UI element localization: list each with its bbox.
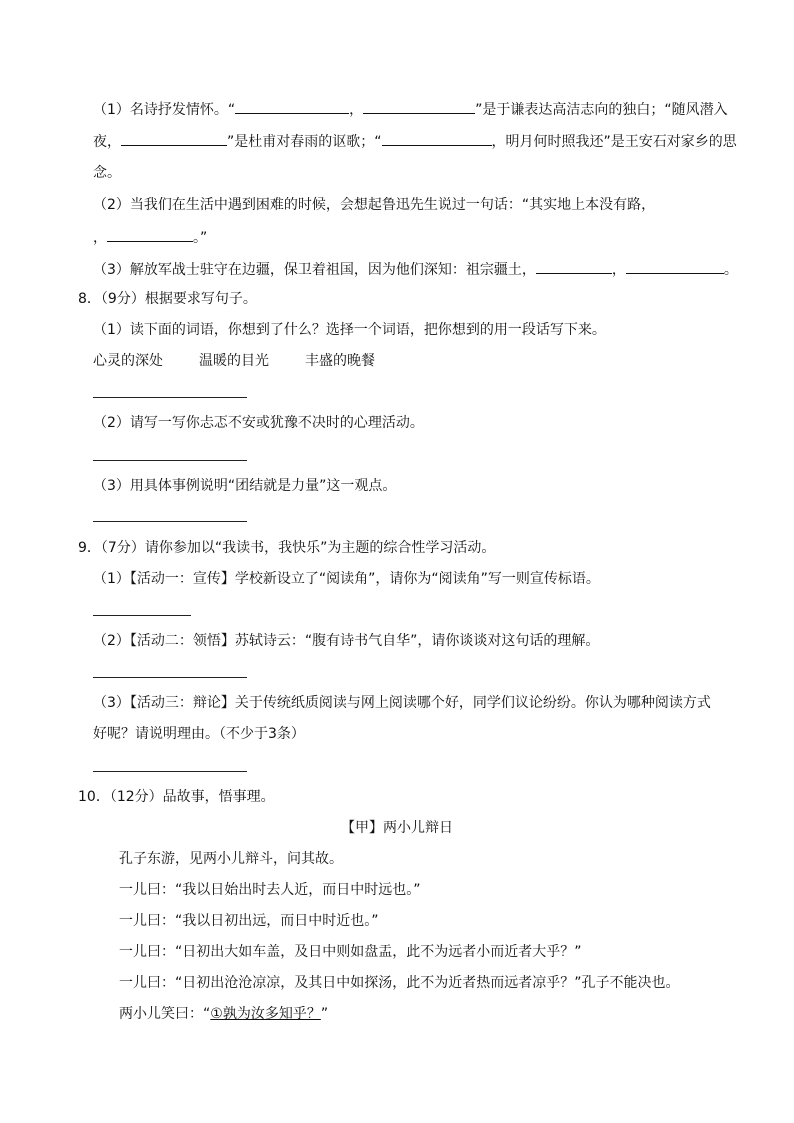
blank-4[interactable] <box>382 131 492 146</box>
q9-sub2: （2）【活动二：领悟】苏轼诗云：“腹有诗书气自华”，请你谈谈对这句话的理解。 <box>93 633 600 649</box>
blank-2[interactable] <box>363 99 475 114</box>
passage-line-4: 一儿曰：“日初出大如车盖，及日中则如盘盂，此不为远者小而近者大乎？” <box>119 944 582 960</box>
q8-word-2: 温暖的目光 <box>199 353 269 369</box>
answer-line-9-1[interactable] <box>93 615 191 616</box>
q8-heading: 8．（9分）根据要求写句子。 <box>78 291 257 307</box>
q8-sub1: （1）读下面的词语，你想到了什么？选择一个词语，把你想到的用一段话写下来。 <box>93 322 606 338</box>
passage-line-1: 孔子东游，见两小儿辩斗，问其故。 <box>119 851 343 867</box>
passage-line-5: 一儿曰：“日初出沧沧凉凉，及其日中如探汤，此不为近者热而远者凉乎？”孔子不能决也。 <box>119 975 680 991</box>
passage-line-6: 两小儿笑曰：“①孰为汝多知乎？” <box>119 1006 329 1022</box>
q7-part1-line2: 夜， ”是杜甫对春雨的讴歌；“ ，明月何时照我还”是王安石对家乡的思 <box>93 131 737 152</box>
answer-line-8-3[interactable] <box>93 521 247 522</box>
q8-sub2: （2）请写一写你忐忑不安或犹豫不决时的心理活动。 <box>93 415 424 431</box>
q8-word-1: 心灵的深处 <box>93 353 163 369</box>
q8-word-3: 丰盛的晚餐 <box>305 353 375 369</box>
answer-line-9-3[interactable] <box>93 771 247 772</box>
q7-part2-line1: （2）当我们在生活中遇到困难的时候，会想起鲁迅先生说过一句话：“其实地上本没有路， <box>93 197 656 213</box>
blank-3[interactable] <box>121 131 227 146</box>
q7-part1-line1: （1）名诗抒发情怀。“ ， ”是于谦表达高洁志向的独白；“随风潜入 <box>93 99 728 120</box>
blank-5[interactable] <box>107 227 193 242</box>
q9-heading: 9．（7分）请你参加以“我读书，我快乐”为主题的综合性学习活动。 <box>78 540 496 556</box>
answer-line-8-2[interactable] <box>93 460 247 461</box>
q10-heading: 10．（12分）品故事，悟事理。 <box>78 789 275 805</box>
blank-7[interactable] <box>626 259 724 274</box>
q7-part1-line3: 念。 <box>93 165 121 181</box>
q8-sub3: （3）用具体事例说明“团结就是力量”这一观点。 <box>93 478 397 494</box>
passage-line-3: 一儿曰：“我以日初出远，而日中时近也。” <box>119 913 379 929</box>
answer-line-8-1[interactable] <box>93 397 247 398</box>
passage-title: 【甲】两小儿辩日 <box>341 820 453 836</box>
q9-sub3-line1: （3）【活动三：辩论】关于传统纸质阅读与网上阅读哪个好，同学们议论纷纷。你认为哪种阅读方式 <box>93 695 711 711</box>
q7-part2-line2: ， 。” <box>93 227 207 248</box>
answer-line-9-2[interactable] <box>93 677 247 678</box>
q9-sub1: （1）【活动一：宣传】学校新设立了“阅读角”，请你为“阅读角”写一则宣传标语。 <box>93 571 600 587</box>
underlined-quote: ①孰为汝多知乎？ <box>210 1006 321 1022</box>
passage-line-2: 一儿曰：“我以日始出时去人近，而日中时远也。” <box>119 882 421 898</box>
blank-6[interactable] <box>536 259 612 274</box>
q9-sub3-line2: 好呢？请说明理由。（不少于3条） <box>93 726 305 742</box>
blank-1[interactable] <box>235 99 349 114</box>
q7-part3-line1: （3）解放军战士驻守在边疆，保卫着祖国，因为他们深知：祖宗疆土， ， 。 <box>93 259 738 280</box>
